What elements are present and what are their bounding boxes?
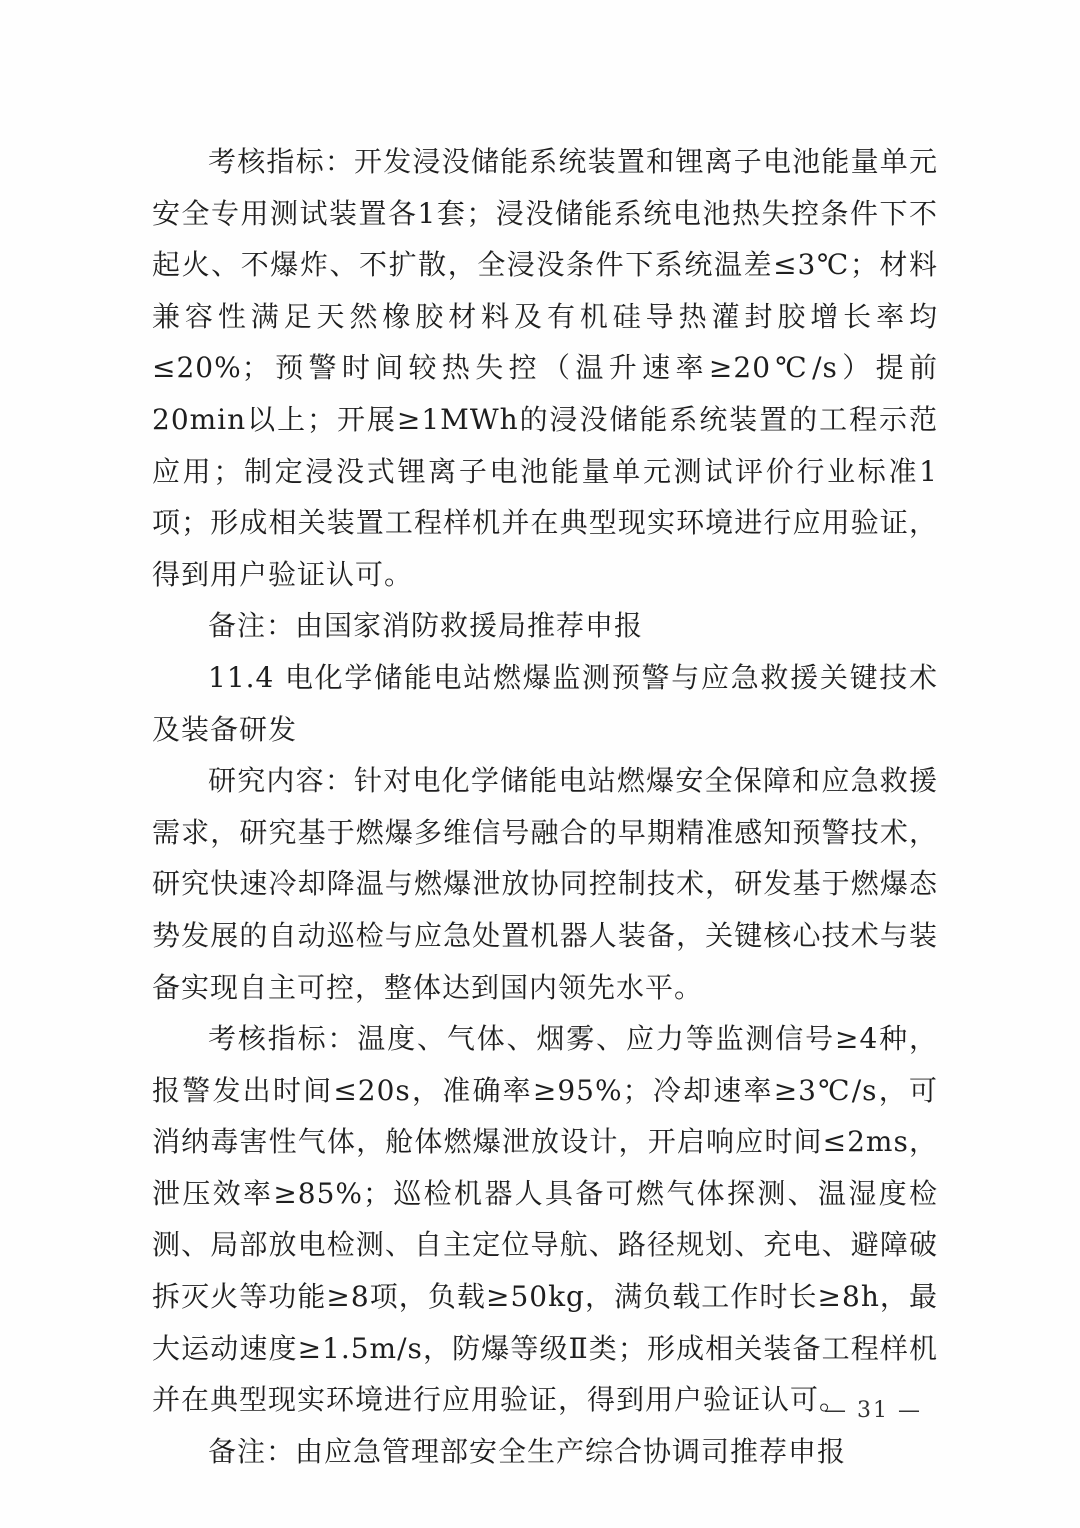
- body-text: [152, 136, 938, 1477]
- section-heading-11-4: 11.4 电化学储能电站燃爆监测预警与应急救援关键技术及装备研发: [152, 660, 938, 746]
- paragraph-assessment-indicators-2: 考核指标：温度、气体、烟雾、应力等监测信号≥4种，报警发出时间≤20s，准确率≥95%；冷却速率≥3℃/s，可消纳毒害性气体，舱体燃爆泄放设计，开启响应时间≤2ms，泄压效率≥85%；巡检机器人具备可燃气体探测、温湿度检测、局部放电检测、自主定位导航、路径规划、充电、避障破拆灭火等功能≥8项，负载≥50kg，满负载工作时长≥8h，最大运动速度≥1.5m/s，防爆等级Ⅱ类；形成相关装备工程样机并在典型现实环境进行应用验证，得到用户验证认可。: [152, 1022, 938, 1417]
- paragraph-note-2: 备注：由应急管理部安全生产综合协调司推荐申报: [208, 1434, 847, 1468]
- paragraph-note-1: 备注：由国家消防救援局推荐申报: [208, 609, 644, 643]
- paragraph-assessment-indicators-1: 考核指标：开发浸没储能系统装置和锂离子电池能量单元安全专用测试装置各1套；浸没储能系统电池热失控条件下不起火、不爆炸、不扩散，全浸没条件下系统温差≤3℃；材料兼容性满足天然橡胶材料及有机硅导热灌封胶增长率均≤20%；预警时间较热失控（温升速率≥20℃/s）提前20min以上；开展≥1MWh的浸没储能系统装置的工程示范应用；制定浸没式锂离子电池能量单元测试评价行业标准1项；形成相关装置工程样机并在典型现实环境进行应用验证，得到用户验证认可。: [152, 145, 938, 591]
- page-number: — 31 —: [824, 1398, 922, 1423]
- paragraph-research-content: 研究内容：针对电化学储能电站燃爆安全保障和应急救援需求，研究基于燃爆多维信号融合的早期精准感知预警技术，研究快速冷却降温与燃爆泄放协同控制技术，研发基于燃爆态势发展的自动巡检与应急处置机器人装备，关键核心技术与装备实现自主可控，整体达到国内领先水平。: [152, 764, 938, 1004]
